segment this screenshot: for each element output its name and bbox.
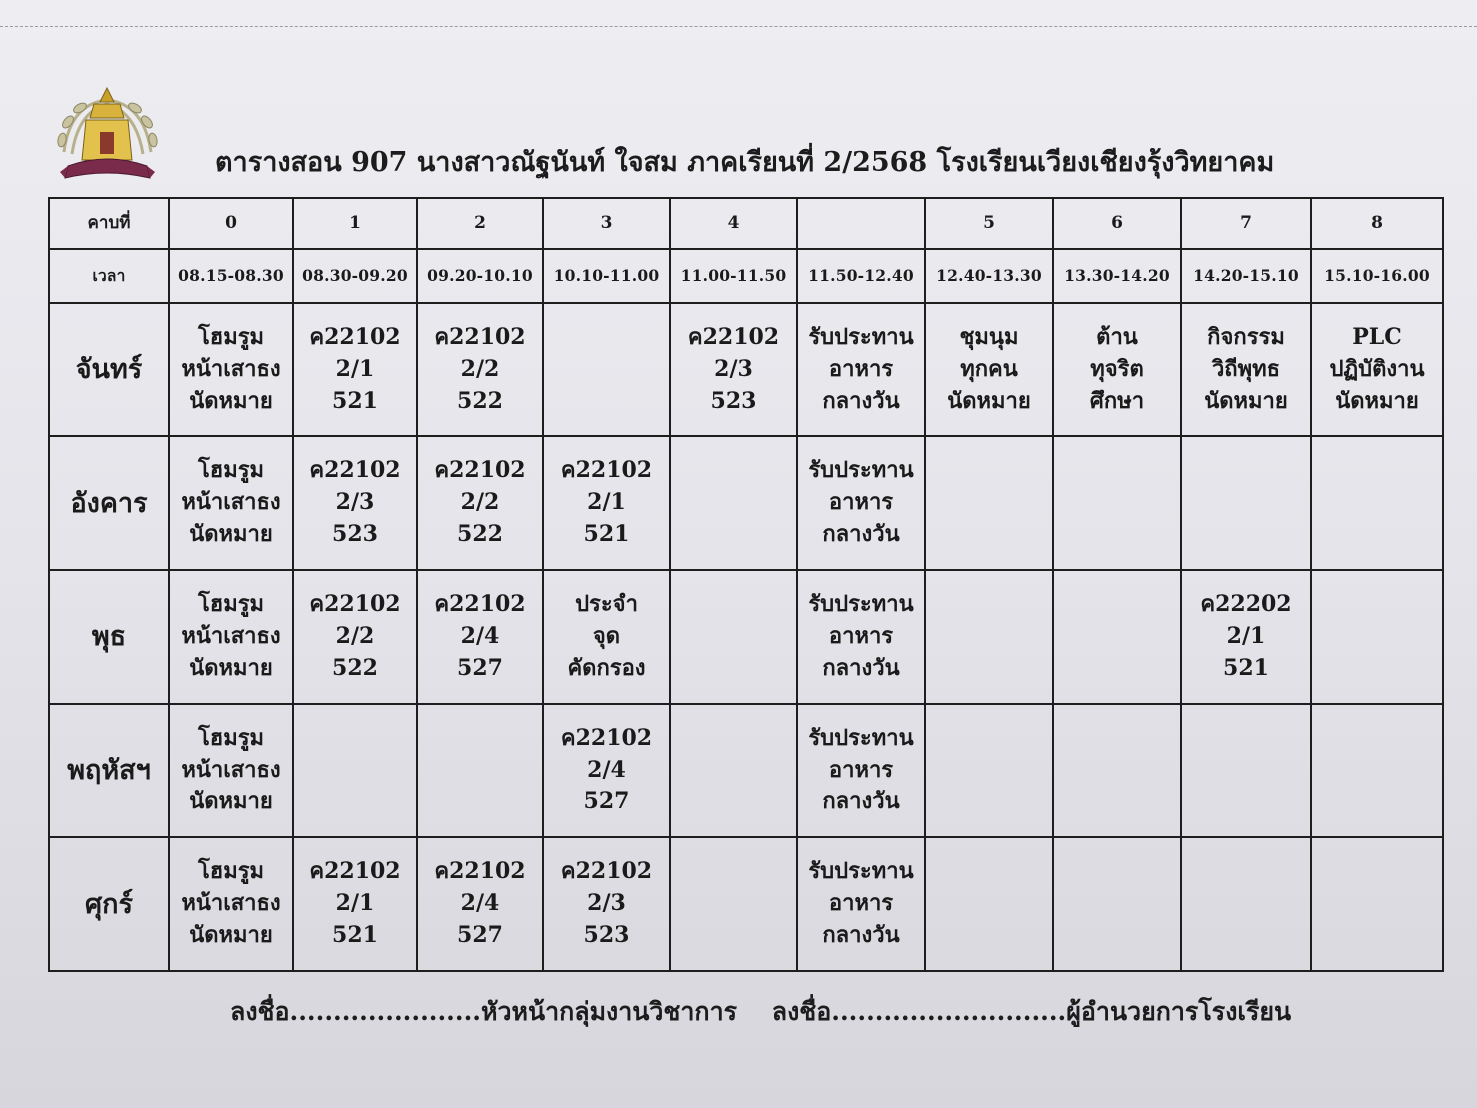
day-row xyxy=(49,837,1443,971)
schedule-cell-line: ค22102 xyxy=(434,858,526,885)
empty-schedule-cell xyxy=(1311,570,1443,704)
schedule-cell-line: 2/2 xyxy=(460,489,500,516)
schedule-cell-line: ค22102 xyxy=(560,457,653,484)
schedule-cell xyxy=(925,303,1053,437)
page-edge-line xyxy=(0,26,1477,27)
schedule-cell xyxy=(1053,303,1181,437)
signature-footer xyxy=(230,992,1330,1032)
period-number-cell: 5 xyxy=(925,198,1053,249)
period-number-cell: 2 xyxy=(417,198,543,249)
time-slot-cell: 11.50-12.40 xyxy=(797,249,925,302)
empty-schedule-cell xyxy=(1181,837,1311,971)
empty-schedule-cell xyxy=(1311,837,1443,971)
day-row xyxy=(49,436,1443,570)
schedule-cell-line: กลางวัน xyxy=(822,521,900,548)
schedule-cell xyxy=(797,436,925,570)
period-number-cell: 7 xyxy=(1181,198,1311,249)
time-slot-cell: 10.10-11.00 xyxy=(543,249,670,302)
schedule-cell-line: ศึกษา xyxy=(1089,387,1145,414)
empty-schedule-cell xyxy=(925,704,1053,838)
schedule-cell xyxy=(293,837,417,971)
schedule-cell-line: 521 xyxy=(332,387,378,414)
schedule-cell-line: ค22202 xyxy=(1200,591,1292,618)
schedule-cell-line: 521 xyxy=(332,922,378,949)
empty-schedule-cell xyxy=(1053,436,1181,570)
schedule-cell-line: 527 xyxy=(583,788,630,815)
schedule-cell xyxy=(797,704,925,838)
schedule-cell-line: ชุมนุม xyxy=(959,323,1019,350)
empty-schedule-cell xyxy=(1053,570,1181,704)
schedule-cell-line: นัดหมาย xyxy=(1204,387,1288,414)
signature-head-academic: ลงชื่อ......................หัวหน้ากลุ่มงานวิชาการ xyxy=(230,997,738,1026)
schedule-cell-line: 2/4 xyxy=(587,756,626,783)
schedule-cell-line: ทุกคน xyxy=(960,355,1018,382)
schedule-cell-line: PLC xyxy=(1352,323,1402,350)
schedule-cell-line: หน้าเสาธง xyxy=(181,622,281,649)
schedule-cell-line: จุด xyxy=(592,622,621,649)
empty-schedule-cell xyxy=(1311,704,1443,838)
schedule-cell-line: 522 xyxy=(332,654,378,681)
period-header-label: คาบที่ xyxy=(49,198,169,249)
schedule-cell-line: 521 xyxy=(583,521,630,548)
schedule-cell xyxy=(543,837,670,971)
schedule-cell xyxy=(417,303,543,437)
schedule-cell-line: กลางวัน xyxy=(822,788,900,815)
schedule-cell-line: 2/4 xyxy=(460,622,500,649)
schedule-cell xyxy=(543,704,670,838)
schedule-cell-line: รับประทาน xyxy=(808,591,914,618)
schedule-cell-line: อาหาร xyxy=(828,355,894,382)
signature-director: ลงชื่อ...........................ผู้อำนวยการโรงเรียน xyxy=(771,997,1292,1026)
schedule-cell-line: วิถีพุทธ xyxy=(1211,355,1281,382)
schedule-cell xyxy=(169,570,293,704)
empty-schedule-cell xyxy=(417,704,543,838)
period-number-cell: 0 xyxy=(169,198,293,249)
schedule-cell xyxy=(1181,570,1311,704)
empty-schedule-cell xyxy=(925,837,1053,971)
schedule-cell-line: 523 xyxy=(710,387,757,414)
empty-schedule-cell xyxy=(1181,704,1311,838)
time-slot-cell: 11.00-11.50 xyxy=(670,249,797,302)
schedule-cell-line: หน้าเสาธง xyxy=(181,890,281,917)
schedule-cell-line: นัดหมาย xyxy=(1335,387,1419,414)
schedule-cell-line: 521 xyxy=(1223,654,1269,681)
empty-schedule-cell xyxy=(1053,837,1181,971)
schedule-cell-line: ปฏิบัติงาน xyxy=(1329,355,1425,382)
empty-schedule-cell xyxy=(543,303,670,437)
empty-schedule-cell xyxy=(1181,436,1311,570)
schedule-cell-line: นัดหมาย xyxy=(189,654,273,681)
period-number-cell: 3 xyxy=(543,198,670,249)
schedule-cell-line: หน้าเสาธง xyxy=(181,756,281,783)
schedule-cell xyxy=(169,436,293,570)
schedule-cell-line: 2/1 xyxy=(1226,622,1266,649)
schedule-cell-line: 2/1 xyxy=(335,355,375,382)
empty-schedule-cell xyxy=(670,436,797,570)
schedule-cell-line: 2/3 xyxy=(335,489,375,516)
schedule-cell xyxy=(293,570,417,704)
period-number-cell: 8 xyxy=(1311,198,1443,249)
schedule-cell-line: นัดหมาย xyxy=(189,788,273,815)
schedule-cell xyxy=(169,704,293,838)
day-name-cell: จันทร์ xyxy=(49,303,169,437)
schedule-cell xyxy=(797,570,925,704)
day-name-cell: พุธ xyxy=(49,570,169,704)
schedule-cell-line: อาหาร xyxy=(828,890,894,917)
schedule-cell-line: ค22102 xyxy=(434,591,526,618)
empty-schedule-cell xyxy=(1311,436,1443,570)
schedule-cell-line: 2/3 xyxy=(587,890,626,917)
schedule-cell-line: นัดหมาย xyxy=(189,922,273,949)
time-slot-cell: 12.40-13.30 xyxy=(925,249,1053,302)
schedule-cell xyxy=(797,837,925,971)
schedule-cell-line: 527 xyxy=(457,922,503,949)
schedule-cell-line: หน้าเสาธง xyxy=(181,355,281,382)
schedule-cell-line: โฮมรูม xyxy=(197,724,265,751)
schedule-cell-line: รับประทาน xyxy=(808,323,914,350)
schedule-cell-line: คัดกรอง xyxy=(567,654,646,681)
schedule-cell-line: โฮมรูม xyxy=(197,858,265,885)
schedule-cell-line: หน้าเสาธง xyxy=(181,489,281,516)
schedule-cell xyxy=(169,303,293,437)
schedule-cell xyxy=(417,570,543,704)
period-number-cell: 1 xyxy=(293,198,417,249)
schedule-cell-line: ประจำ xyxy=(575,591,638,618)
schedule-cell xyxy=(797,303,925,437)
schedule-cell-line: โฮมรูม xyxy=(197,323,265,350)
schedule-cell-line: อาหาร xyxy=(828,489,894,516)
time-slot-cell: 15.10-16.00 xyxy=(1311,249,1443,302)
period-number-cell xyxy=(797,198,925,249)
time-slot-cell: 14.20-15.10 xyxy=(1181,249,1311,302)
time-slot-cell: 13.30-14.20 xyxy=(1053,249,1181,302)
schedule-cell-line: 2/3 xyxy=(714,355,753,382)
empty-schedule-cell xyxy=(925,436,1053,570)
schedule-cell xyxy=(543,570,670,704)
day-name-cell: พฤหัสฯ xyxy=(49,704,169,838)
day-row xyxy=(49,704,1443,838)
schedule-cell xyxy=(670,303,797,437)
schedule-cell-line: 523 xyxy=(583,922,630,949)
schedule-cell-line: ค22102 xyxy=(560,858,653,885)
schedule-cell xyxy=(543,436,670,570)
schedule-cell xyxy=(1311,303,1443,437)
schedule-cell-line: กิจกรรม xyxy=(1207,323,1285,350)
schedule-cell-line: กลางวัน xyxy=(822,654,900,681)
time-header-label: เวลา xyxy=(49,249,169,302)
time-slot-cell: 08.15-08.30 xyxy=(169,249,293,302)
document-title: ตารางสอน 907 นางสาวณัฐนันท์ ใจสม ภาคเรียนที่ 2/2568 โรงเรียนเวียงเชียงรุ้งวิทยาคม xyxy=(215,147,1275,178)
schedule-cell-line: 2/2 xyxy=(460,355,500,382)
schedule-cell xyxy=(293,436,417,570)
day-name-cell: อังคาร xyxy=(49,436,169,570)
schedule-cell-line: รับประทาน xyxy=(808,724,914,751)
schedule-cell-line: 2/1 xyxy=(587,489,626,516)
schedule-cell-line: ค22102 xyxy=(434,457,526,484)
schedule-cell xyxy=(1181,303,1311,437)
schedule-cell-line: ค22102 xyxy=(309,591,401,618)
time-row xyxy=(49,249,1443,302)
schedule-cell-line: ค22102 xyxy=(309,457,401,484)
schedule-cell-line: ค22102 xyxy=(560,724,653,751)
schedule-cell-line: 2/4 xyxy=(460,890,500,917)
schedule-cell-line: อาหาร xyxy=(828,622,894,649)
period-number-cell: 6 xyxy=(1053,198,1181,249)
schedule-cell-line: 2/1 xyxy=(335,890,375,917)
schedule-cell-line: รับประทาน xyxy=(808,457,914,484)
schedule-cell-line: รับประทาน xyxy=(808,858,914,885)
schedule-cell-line: 527 xyxy=(457,654,503,681)
schedule-cell xyxy=(417,837,543,971)
schedule-cell-line: นัดหมาย xyxy=(189,521,273,548)
schedule-cell-line: 523 xyxy=(332,521,378,548)
schedule-cell-line: นัดหมาย xyxy=(189,387,273,414)
schedule-cell xyxy=(169,837,293,971)
schedule-cell-line: ทุจริต xyxy=(1090,355,1144,382)
schedule-cell-line: ค22102 xyxy=(434,323,526,350)
empty-schedule-cell xyxy=(1053,704,1181,838)
schedule-cell-line: 522 xyxy=(457,521,503,548)
schedule-cell-line: นัดหมาย xyxy=(947,387,1031,414)
empty-schedule-cell xyxy=(293,704,417,838)
time-slot-cell: 08.30-09.20 xyxy=(293,249,417,302)
time-slot-cell: 09.20-10.10 xyxy=(417,249,543,302)
school-emblem-icon xyxy=(50,82,165,194)
day-name-cell: ศุกร์ xyxy=(49,837,169,971)
day-row xyxy=(49,303,1443,437)
period-header-row xyxy=(49,198,1443,249)
schedule-cell-line: กลางวัน xyxy=(822,922,900,949)
schedule-cell-line: ต้าน xyxy=(1096,323,1138,350)
schedule-cell-line: ค22102 xyxy=(309,323,401,350)
timetable xyxy=(48,197,1444,972)
schedule-cell xyxy=(417,436,543,570)
schedule-cell-line: โฮมรูม xyxy=(197,591,265,618)
empty-schedule-cell xyxy=(670,837,797,971)
empty-schedule-cell xyxy=(925,570,1053,704)
day-row xyxy=(49,570,1443,704)
schedule-cell-line: อาหาร xyxy=(828,756,894,783)
schedule-cell-line: 522 xyxy=(457,387,503,414)
schedule-cell-line: กลางวัน xyxy=(822,387,900,414)
period-number-cell: 4 xyxy=(670,198,797,249)
schedule-cell-line: โฮมรูม xyxy=(197,457,265,484)
schedule-cell xyxy=(293,303,417,437)
empty-schedule-cell xyxy=(670,570,797,704)
empty-schedule-cell xyxy=(670,704,797,838)
schedule-cell-line: ค22102 xyxy=(309,858,401,885)
schedule-cell-line: 2/2 xyxy=(335,622,375,649)
schedule-cell-line: ค22102 xyxy=(687,323,780,350)
